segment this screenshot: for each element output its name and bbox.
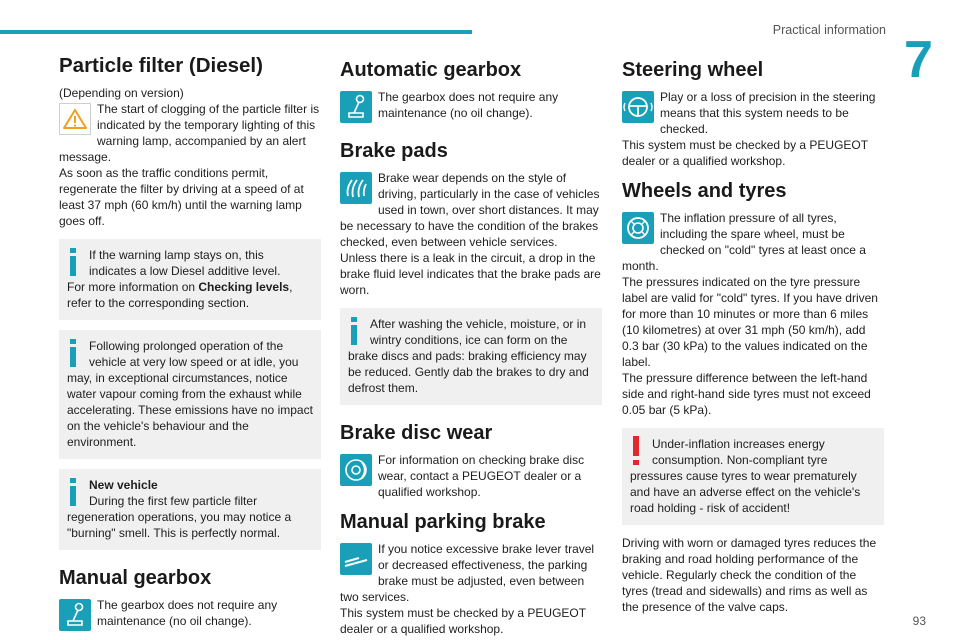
column-3 (622, 58, 884, 615)
tyres-difference-text: The pressure difference between the left-hand side and right-hand side tyres must not exceed 0.05 bar (5 kPa). (622, 371, 871, 417)
heading-brake-pads: Brake pads (340, 140, 448, 162)
particle-filter-text: The start of clogging of the particle filter is indicated by the temporary lighting of this warning lamp, accompanied by an alert message. (59, 102, 320, 164)
heading-manual-gearbox: Manual gearbox (59, 567, 212, 589)
alert-icon (630, 436, 642, 466)
parking-brake-check-text: This system must be checked by a PEUGEOT dealer or a qualified workshop. (340, 606, 586, 636)
steering-text: Play or a loss of precision in the steering means that this system needs to be checked. (660, 90, 876, 136)
tyres-worn-text: Driving with worn or damaged tyres reduces the braking and road holding performance of the vehicle. Regularly check the condition of the tyres (tread and sidewalls) and rims as well as the presence of the valve caps. (622, 536, 877, 614)
checking-levels-link: Checking levels (198, 280, 290, 294)
info-brake-moisture-text: After washing the vehicle, moisture, or in wintry conditions, ice can form on the brake discs and pads: braking efficiency may be reduced. Gently dab the brakes to dry and defrost them. (348, 317, 589, 395)
info-box-additive (59, 239, 321, 320)
alert-box-underinflation (622, 428, 884, 525)
particle-filter-regenerate-text: As soon as the traffic conditions permit, regenerate the filter by driving at a speed of at least 37 mph (60 km/h) until the warning lamp goes off. (59, 166, 304, 228)
warning-triangle-icon (59, 103, 91, 135)
header-accent-bar (0, 30, 472, 34)
heading-brake-disc-wear: Brake disc wear (340, 422, 493, 444)
parking-brake-icon (340, 543, 372, 575)
info-new-vehicle-text: During the first few particle filter regeneration operations, you may notice a "burning" smell. This is perfectly normal. (67, 494, 292, 540)
tyres-inflation-text: The inflation pressure of all tyres, including the spare wheel, must be checked on "cold" tyres at least once a month. (622, 211, 866, 273)
info-icon (67, 247, 79, 277)
tyres-cold-text: The pressures indicated on the tyre pressure label are valid for "cold" tyres. If you have driven for more than 10 minutes or more than 6 miles (10 kilometres) at over 31 mph (50 km/h), add 0.3 bar (30 kPa) to the values indicated on the label. (622, 275, 878, 369)
steering-check-text: This system must be checked by a PEUGEOT dealer or a qualified workshop. (622, 138, 868, 168)
steering-wheel-icon (622, 91, 654, 123)
info-more-text: For more information on Checking levels, refer to the corresponding section. (67, 280, 293, 310)
page-number: 93 (912, 614, 926, 628)
brake-pads-icon (340, 172, 372, 204)
info-additive-text: If the warning lamp stays on, this indicates a low Diesel additive level. (89, 248, 281, 278)
info-new-vehicle-title: New vehicle (89, 478, 158, 492)
manual-gearbox-text: The gearbox does not require any maintenance (no oil change). (97, 598, 278, 628)
brake-pads-fluid-text: Unless there is a leak in the circuit, a drop in the brake fluid level indicates that the brake pads are worn. (340, 251, 601, 297)
heading-manual-parking-brake: Manual parking brake (340, 511, 546, 533)
info-icon (67, 338, 79, 368)
info-box-brake-moisture (340, 308, 602, 405)
heading-automatic-gearbox: Automatic gearbox (340, 59, 522, 81)
heading-particle-filter: Particle filter (Diesel) (59, 54, 263, 77)
info-icon (67, 477, 79, 507)
gear-lever-icon (340, 91, 372, 123)
brake-disc-icon (340, 454, 372, 486)
heading-steering-wheel: Steering wheel (622, 59, 764, 81)
info-icon (348, 316, 360, 346)
tyre-icon (622, 212, 654, 244)
info-vapour-text: Following prolonged operation of the vehicle at very low speed or at idle, you may, in exceptional circumstances, notice water vapour coming from the exhaust while accelerating. These emissions have no impact on the vehicle's behaviour and the environment. (67, 339, 313, 449)
section-title: Practical information (772, 23, 886, 37)
alert-underinflation-text: Under-inflation increases energy consumption. Non-compliant tyre pressures cause tyres to wear prematurely and have an adverse effect on the vehicle's road holding - risk of accident! (630, 437, 861, 515)
gear-lever-icon (59, 599, 91, 631)
column-1 (59, 54, 321, 633)
chapter-number: 7 (904, 31, 933, 89)
brake-disc-text: For information on checking brake disc wear, contact a PEUGEOT dealer or a qualified workshop. (378, 453, 585, 499)
info-box-new-vehicle (59, 469, 321, 550)
heading-wheels-tyres: Wheels and tyres (622, 180, 787, 202)
column-2 (340, 58, 602, 637)
parking-brake-text: If you notice excessive brake lever travel or decreased effectiveness, the parking brake must be adjusted, even between two services. (340, 542, 595, 604)
brake-pads-text: Brake wear depends on the style of driving, particularly in the case of vehicles used in town, over short distances. It may be necessary to have the condition of the brakes checked, even between vehicle services. (340, 171, 600, 249)
automatic-gearbox-text: The gearbox does not require any maintenance (no oil change). (378, 90, 559, 120)
info-box-vapour (59, 330, 321, 459)
version-note: (Depending on version) (59, 86, 184, 100)
